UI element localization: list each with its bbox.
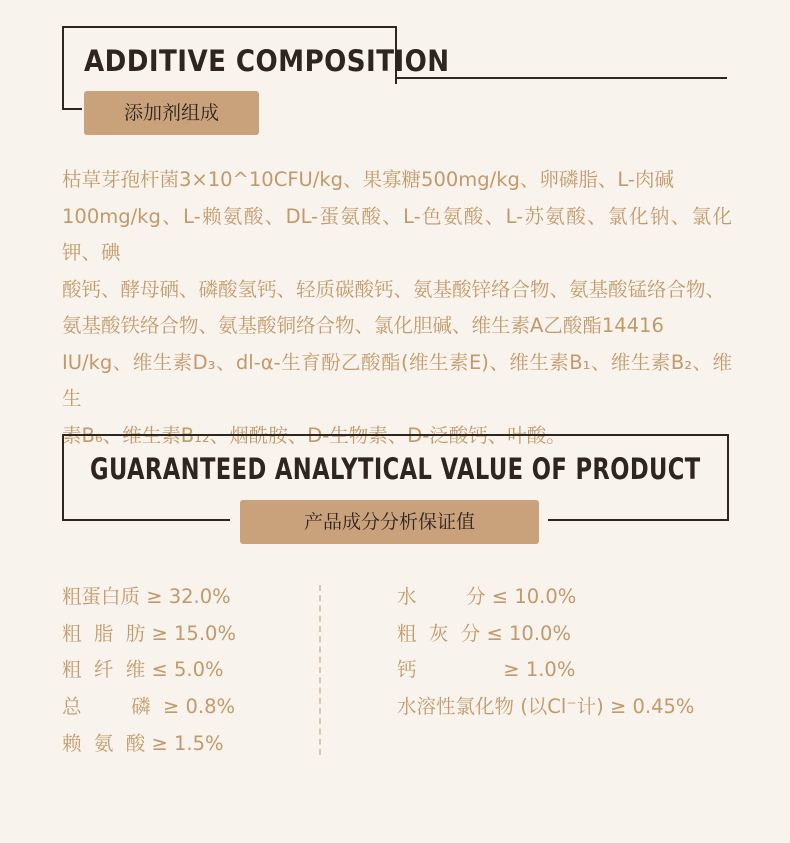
analytical-title-rule-right (548, 519, 729, 521)
analytical-item: 粗蛋白质 ≥ 32.0% (62, 585, 231, 608)
additive-title-en: ADDITIVE COMPOSITION (84, 44, 450, 78)
analytical-item: 钙 ≥ 1.0% (397, 658, 576, 682)
paragraph-line: IU/kg、维生素D₃、dl-α-生育酚乙酸酯(维生素E)、维生素B₁、维生素B₂、维生 (62, 350, 732, 410)
paragraph-line: 氨基酸铁络合物、氨基酸铜络合物、氯化胆碱、维生素A乙酸酯14416 (62, 314, 664, 337)
additive-title-underline (62, 108, 82, 110)
analytical-item: 粗 灰 分 ≤ 10.0% (397, 621, 571, 645)
analytical-left-column (62, 579, 236, 762)
paragraph-line: 100mg/kg、L-赖氨酸、DL-蛋氨酸、L-色氨酸、L-苏氨酸、氯化钠、氯化钾、碘 (62, 204, 732, 264)
analytical-item: 粗 纤 维 ≤ 5.0% (62, 658, 224, 682)
paragraph-line: 酸钙、酵母硒、磷酸氢钙、轻质碳酸钙、氨基酸锌络合物、氨基酸锰络合物、 (62, 277, 726, 301)
analytical-right-column (397, 579, 694, 726)
paragraph-line: 素B₆、维生素B₁₂、烟酰胺、D-生物素、D-泛酸钙、叶酸。 (62, 423, 566, 447)
additive-title-cn: 添加剂组成 (84, 91, 259, 135)
paragraph-line: 枯草芽孢杆菌3×10^10CFU/kg、果寡糖500mg/kg、卵磷脂、L-肉碱 (62, 168, 674, 191)
additive-paragraph (62, 162, 732, 454)
analytical-title-cn: 产品成分分析保证值 (240, 500, 539, 544)
analytical-item: 水溶性氯化物 (以Cl⁻计) ≥ 0.45% (397, 695, 695, 719)
column-divider (319, 585, 321, 755)
analytical-item: 水 分 ≤ 10.0% (397, 585, 577, 608)
analytical-title-rule-left (62, 519, 230, 521)
analytical-item: 粗 脂 肪 ≥ 15.0% (62, 621, 236, 645)
analytical-title-en: GUARANTEED ANALYTICAL VALUE OF PRODUCT (90, 452, 701, 486)
analytical-item: 总 磷 ≥ 0.8% (62, 695, 236, 719)
analytical-item: 赖 氨 酸 ≥ 1.5% (62, 731, 224, 755)
